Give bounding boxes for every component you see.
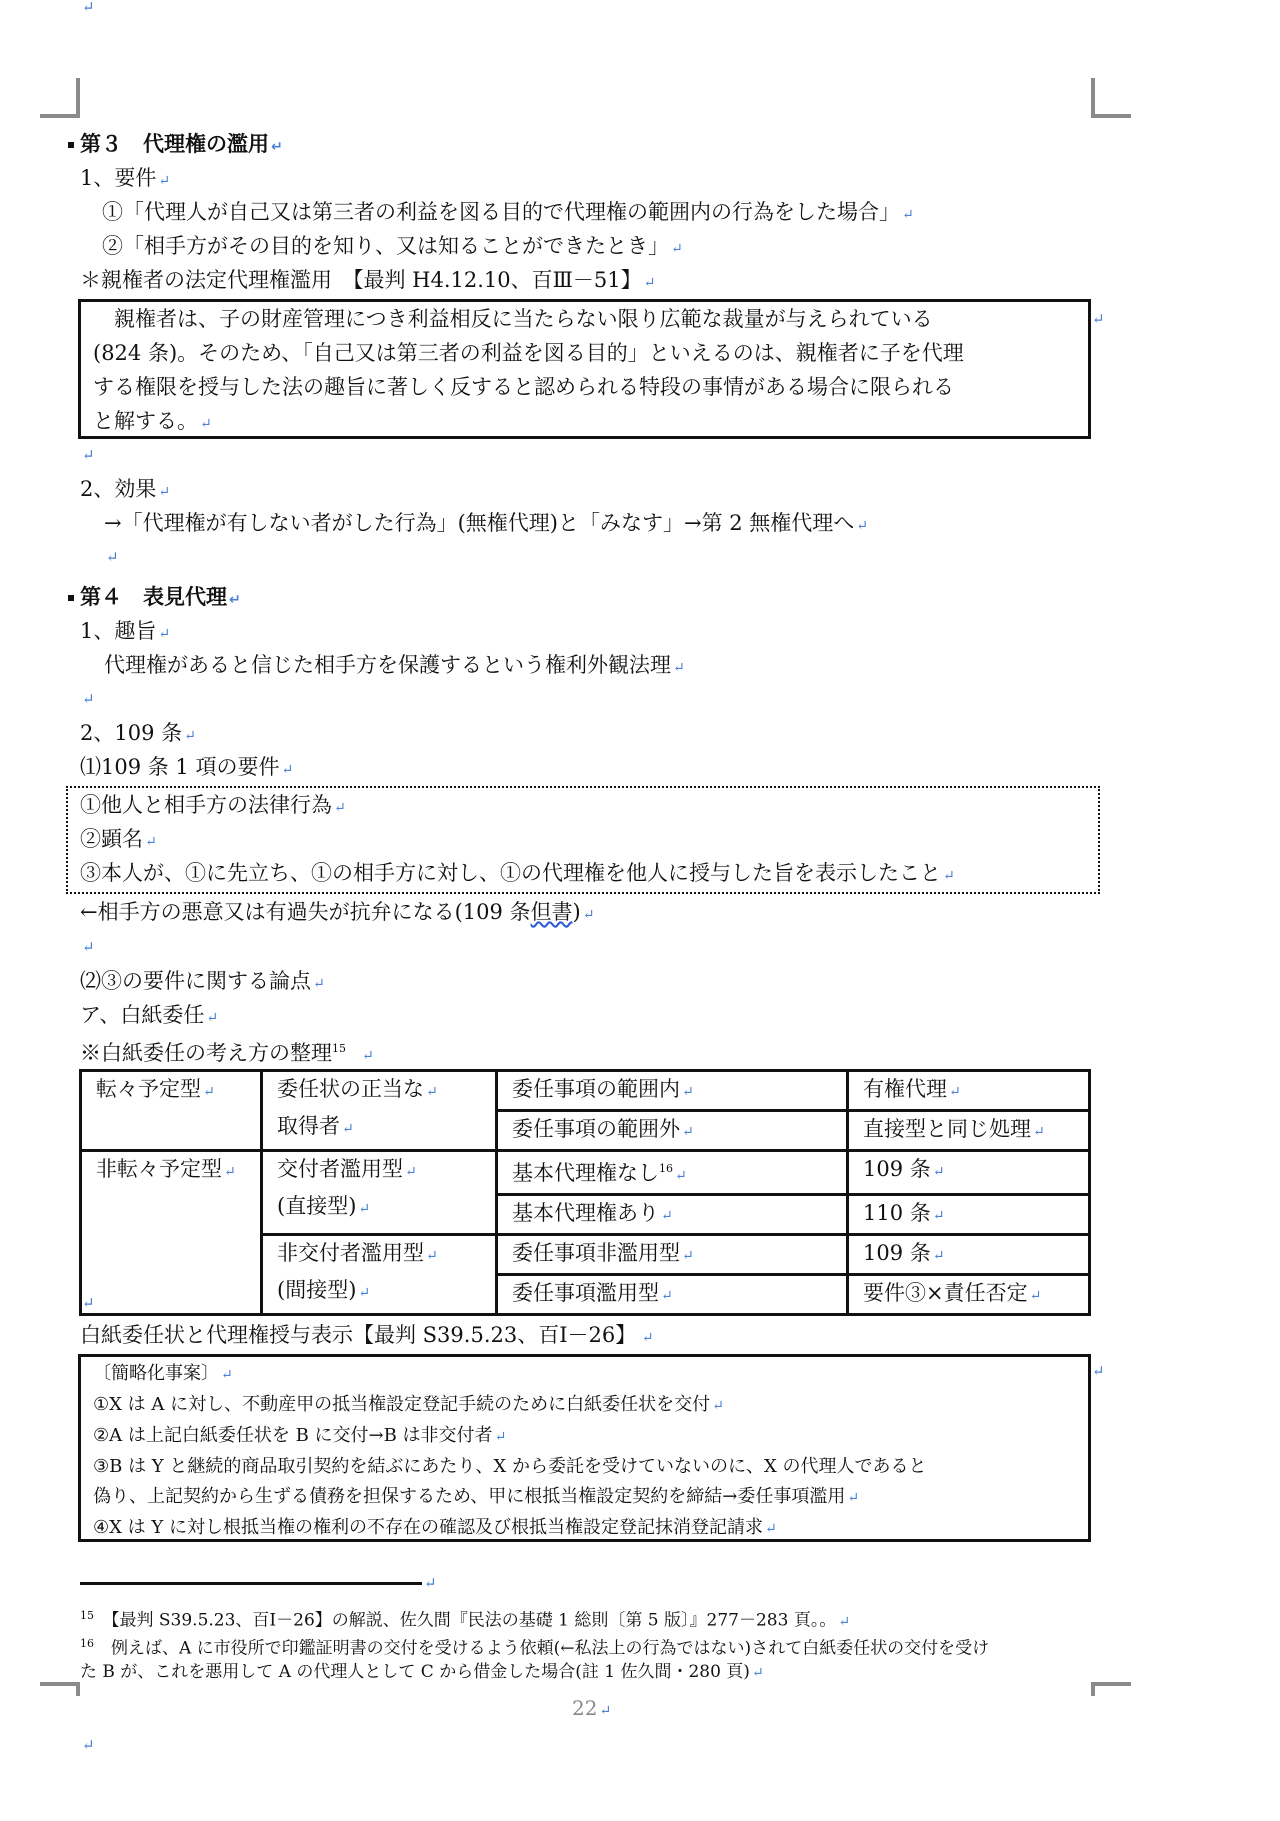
- footnote-ref[interactable]: 16: [659, 1162, 673, 1175]
- article109-req-2: ②顕名 ↵: [80, 827, 157, 851]
- table-cell: 委任事項の範囲外 ↵: [497, 1111, 848, 1151]
- precedent-line: する権限を授与した法の趣旨に著しく反すると認められる特段の事情がある場合に限られる: [93, 375, 954, 399]
- case-box: [78, 1354, 1091, 1542]
- requirement-1: ①「代理人が自己又は第三者の利益を図る目的で代理権の範囲内の行為をした場合」 ↵: [102, 200, 914, 224]
- precedent-line: 親権者は、子の財産管理につき利益相反に当たらない限り広範な裁量が与えられている: [93, 307, 933, 331]
- article109-req-title: ⑴109 条 1 項の要件 ↵: [80, 755, 294, 779]
- case-line-text: 偽り、上記契約から生ずる債務を担保するため、甲に根抵当権設定契約を締結→委任事項濫用: [93, 1486, 846, 1507]
- cell-text: 委任事項濫用型: [512, 1281, 659, 1305]
- table-cell: 110 条 ↵: [848, 1195, 1090, 1235]
- cell-text: 委任事項の範囲内: [512, 1077, 680, 1101]
- section3-heading: 第３ 代理権の濫用 ↵: [68, 127, 283, 164]
- crop-mark-bottom-right: [1091, 1682, 1095, 1696]
- article109-req-3-text: ③本人が、①に先立ち、①の相手方に対し、①の代理権を他人に授与した旨を表示したこと: [80, 861, 941, 885]
- case-line: ④X は Y に対し根抵当権の権利の不存在の確認及び根抵当権設定登記抹消登記請求 ↵: [93, 1517, 777, 1538]
- footnote-15-text: 【最判 S39.5.23、百Ⅰ－26】の解説、佐久間『民法の基礎 1 総則〔第 5 版〕』277－283 頁。。: [111, 1610, 837, 1631]
- table-cell: 交付者濫用型 ↵ (直接型) ↵: [262, 1151, 497, 1235]
- footnote-16-text: た B が、これを悪用して A の代理人として C から借金した場合(註 1 佐久間・280 頁): [80, 1662, 750, 1682]
- cell-text: 委任事項の範囲外: [512, 1117, 680, 1141]
- crop-mark-top-right: [1091, 78, 1095, 118]
- footnote-16-cont: た B が、これを悪用して A の代理人として C から借金した場合(註 1 佐久間・280 頁) ↵: [80, 1662, 764, 1682]
- table-row: [81, 1151, 1090, 1195]
- article109-req-1-text: ①他人と相手方の法律行為: [80, 793, 332, 817]
- section4-heading-text: 第４ 表見代理: [80, 585, 227, 609]
- page-number-text: 22: [572, 1696, 598, 1720]
- cell-text: 有権代理: [863, 1077, 947, 1101]
- blank-note: ※白紙委任の考え方の整理$^{15}$ ↵: [80, 1041, 374, 1065]
- case-line: ①X は A に対し、不動産甲の抵当権設定登記手続のために白紙委任状を交付 ↵: [93, 1394, 724, 1415]
- precedent-line: (824 条)。そのため、「自己又は第三者の利益を図る目的」といえるのは、親権者に子を代理: [93, 341, 964, 365]
- defense-line: ←相手方の悪意又は有過失が抗弁になる(109 条但書) ↵: [80, 900, 595, 924]
- requirement-2-text: ②「相手方がその目的を知り、又は知ることができたとき」: [102, 234, 669, 258]
- table-cell: 転々予定型 ↵: [81, 1071, 262, 1151]
- requirement-1-text: ①「代理人が自己又は第三者の利益を図る目的で代理権の範囲内の行為をした場合」: [102, 200, 900, 224]
- cell-text: 委任状の正当な: [277, 1077, 424, 1101]
- table-cell: 委任事項濫用型 ↵: [497, 1275, 848, 1315]
- crop-mark-top-right: [1091, 114, 1131, 118]
- blank-power-table: [79, 1069, 1091, 1316]
- crop-mark-top-left: [40, 114, 80, 118]
- footnote-number: 16: [80, 1637, 94, 1650]
- precedent-line: と解する。 ↵: [93, 409, 212, 433]
- section4-heading: 第４ 表見代理 ↵: [68, 580, 241, 617]
- footnote-16-text: 例えば、A に市役所で印鑑証明書の交付を受けるよう依頼(←私法上の行為ではない)されて白紙委任状の交付を受け: [111, 1638, 990, 1659]
- issue-title: ⑵③の要件に関する論点 ↵: [80, 969, 325, 993]
- precedent-line-text: と解する。: [93, 409, 198, 433]
- cell-text: (直接型): [277, 1194, 357, 1218]
- case-line: 偽り、上記契約から生ずる債務を担保するため、甲に根抵当権設定契約を締結→委任事項濫用 ↵: [93, 1486, 860, 1507]
- cell-text: 委任事項非濫用型: [512, 1241, 680, 1265]
- parental-abuse-text: ＊親権者の法定代理権濫用 【最判 H4.12.10、百Ⅲ－51】: [80, 268, 642, 292]
- cell-text: 基本代理権なし: [512, 1161, 659, 1185]
- table-cell: 委任状の正当な ↵ 取得者 ↵: [262, 1071, 497, 1151]
- footnote-15: $^{15}$ 【最判 S39.5.23、百Ⅰ－26】の解説、佐久間『民法の基礎 1 総則〔第 5 版〕』277－283 頁。。 ↵: [80, 1609, 851, 1631]
- case-line: ②A は上記白紙委任状を B に交付→B は非交付者 ↵: [93, 1425, 507, 1446]
- footnote-number: 15: [80, 1609, 94, 1622]
- paragraph-mark: ↵: [82, 0, 95, 16]
- cell-text: 基本代理権あり: [512, 1201, 659, 1225]
- parental-abuse-line: ＊親権者の法定代理権濫用 【最判 H4.12.10、百Ⅲ－51】 ↵: [80, 268, 656, 292]
- cell-text: 取得者: [277, 1114, 340, 1138]
- defense-text: ←相手方の悪意又は有過失が抗弁になる(109 条: [80, 900, 531, 924]
- cell-text: 要件③×責任否定: [863, 1281, 1028, 1305]
- paragraph-mark: ↵: [424, 1574, 437, 1592]
- effect-text: →「代理権が有しない者がした行為」(無権代理)と「みなす」→第 2 無権代理へ ↵: [104, 511, 869, 535]
- defense-close: ): [572, 900, 581, 924]
- blank-title-text: ア、白紙委任: [80, 1003, 205, 1027]
- cell-text: 転々予定型: [96, 1077, 201, 1101]
- article109-req-title-text: ⑴109 条 1 項の要件: [80, 755, 280, 779]
- article109-req-2-text: ②顕名: [80, 827, 143, 851]
- cell-text: (間接型): [277, 1278, 357, 1302]
- paragraph-mark: ↵: [1092, 1362, 1105, 1380]
- cell-text: 109 条: [863, 1157, 931, 1181]
- requirements-title: 1、要件 ↵: [80, 166, 171, 190]
- paragraph-mark: ↵: [106, 548, 119, 566]
- article109-req-1: ①他人と相手方の法律行為 ↵: [80, 793, 346, 817]
- heading-bullet: [68, 595, 74, 601]
- table-row: [81, 1071, 1090, 1111]
- crop-mark-top-left: [76, 78, 80, 118]
- case-title: 白紙委任状と代理権授与表示【最判 S39.5.23、百Ⅰ－26】 ↵: [80, 1323, 654, 1347]
- paragraph-mark: ↵: [82, 1294, 95, 1312]
- table-cell: 委任事項非濫用型 ↵: [497, 1235, 848, 1275]
- cell-text: 直接型と同じ処理: [863, 1117, 1031, 1141]
- effect-text-content: →「代理権が有しない者がした行為」(無権代理)と「みなす」→第 2 無権代理へ: [104, 511, 855, 535]
- table-cell: 基本代理権あり ↵: [497, 1195, 848, 1235]
- paragraph-mark: ↵: [82, 690, 95, 708]
- purpose-title: 1、趣旨 ↵: [80, 619, 171, 643]
- table-cell: 基本代理権なし$^{16}$ ↵: [497, 1151, 848, 1195]
- issue-title-text: ⑵③の要件に関する論点: [80, 969, 311, 993]
- case-line-text: ①X は A に対し、不動産甲の抵当権設定登記手続のために白紙委任状を交付: [93, 1394, 711, 1415]
- paragraph-mark: ↵: [82, 938, 95, 956]
- table-cell: 要件③×責任否定 ↵: [848, 1275, 1090, 1315]
- table-cell: 109 条 ↵: [848, 1235, 1090, 1275]
- blank-note-text: ※白紙委任の考え方の整理: [80, 1041, 332, 1065]
- paragraph-mark: ↵: [1092, 310, 1105, 328]
- cell-text: 非交付者濫用型: [277, 1241, 424, 1265]
- paragraph-mark: ↵: [82, 1736, 95, 1754]
- table-cell: 109 条 ↵: [848, 1151, 1090, 1195]
- table-cell: 非転々予定型 ↵: [81, 1151, 262, 1315]
- requirements-title-text: 1、要件: [80, 166, 157, 190]
- case-line-text: ④X は Y に対し根抵当権の権利の不存在の確認及び根抵当権設定登記抹消登記請求: [93, 1517, 763, 1538]
- requirement-2: ②「相手方がその目的を知り、又は知ることができたとき」 ↵: [102, 234, 683, 258]
- case-line-text: 〔簡略化事案〕: [93, 1363, 219, 1384]
- case-line: ③B は Y と継続的商品取引契約を結ぶにあたり、X から委託を受けていないのに、X の代理人であると: [93, 1456, 927, 1477]
- crop-mark-bottom-right: [1091, 1682, 1131, 1686]
- paragraph-mark: ↵: [82, 446, 95, 464]
- blank-title: ア、白紙委任 ↵: [80, 1003, 219, 1027]
- purpose-text-content: 代理権があると信じた相手方を保護するという権利外観法理: [104, 653, 671, 677]
- section3-heading-text: 第３ 代理権の濫用: [80, 132, 269, 156]
- article109-title: 2、109 条 ↵: [80, 721, 196, 745]
- cell-text: 非転々予定型: [96, 1157, 222, 1181]
- effect-title-text: 2、効果: [80, 477, 157, 501]
- case-line: 〔簡略化事案〕 ↵: [93, 1363, 233, 1384]
- crop-mark-bottom-left: [40, 1682, 80, 1686]
- case-title-text: 白紙委任状と代理権授与表示【最判 S39.5.23、百Ⅰ－26】: [80, 1323, 626, 1347]
- case-line-text: ②A は上記白紙委任状を B に交付→B は非交付者: [93, 1425, 493, 1446]
- footnote-ref[interactable]: 15: [332, 1042, 346, 1055]
- precedent-box: [78, 299, 1091, 439]
- cell-text: 交付者濫用型: [277, 1157, 403, 1181]
- cell-text: 110 条: [863, 1201, 931, 1225]
- purpose-text: 代理権があると信じた相手方を保護するという権利外観法理 ↵: [104, 653, 685, 677]
- table-cell: 有権代理 ↵: [848, 1071, 1090, 1111]
- footnote-separator: [80, 1582, 422, 1585]
- page-number: 22 ↵: [572, 1696, 612, 1720]
- table-cell: 直接型と同じ処理 ↵: [848, 1111, 1090, 1151]
- article109-title-text: 2、109 条: [80, 721, 183, 745]
- proviso-text: 但書: [530, 900, 573, 924]
- purpose-title-text: 1、趣旨: [80, 619, 157, 643]
- table-cell: 非交付者濫用型 ↵ (間接型) ↵: [262, 1235, 497, 1315]
- article109-req-3: ③本人が、①に先立ち、①の相手方に対し、①の代理権を他人に授与した旨を表示したこと ↵: [80, 861, 955, 885]
- heading-bullet: [68, 142, 74, 148]
- table-cell: 委任事項の範囲内 ↵: [497, 1071, 848, 1111]
- effect-title: 2、効果 ↵: [80, 477, 171, 501]
- cell-text: 109 条: [863, 1241, 931, 1265]
